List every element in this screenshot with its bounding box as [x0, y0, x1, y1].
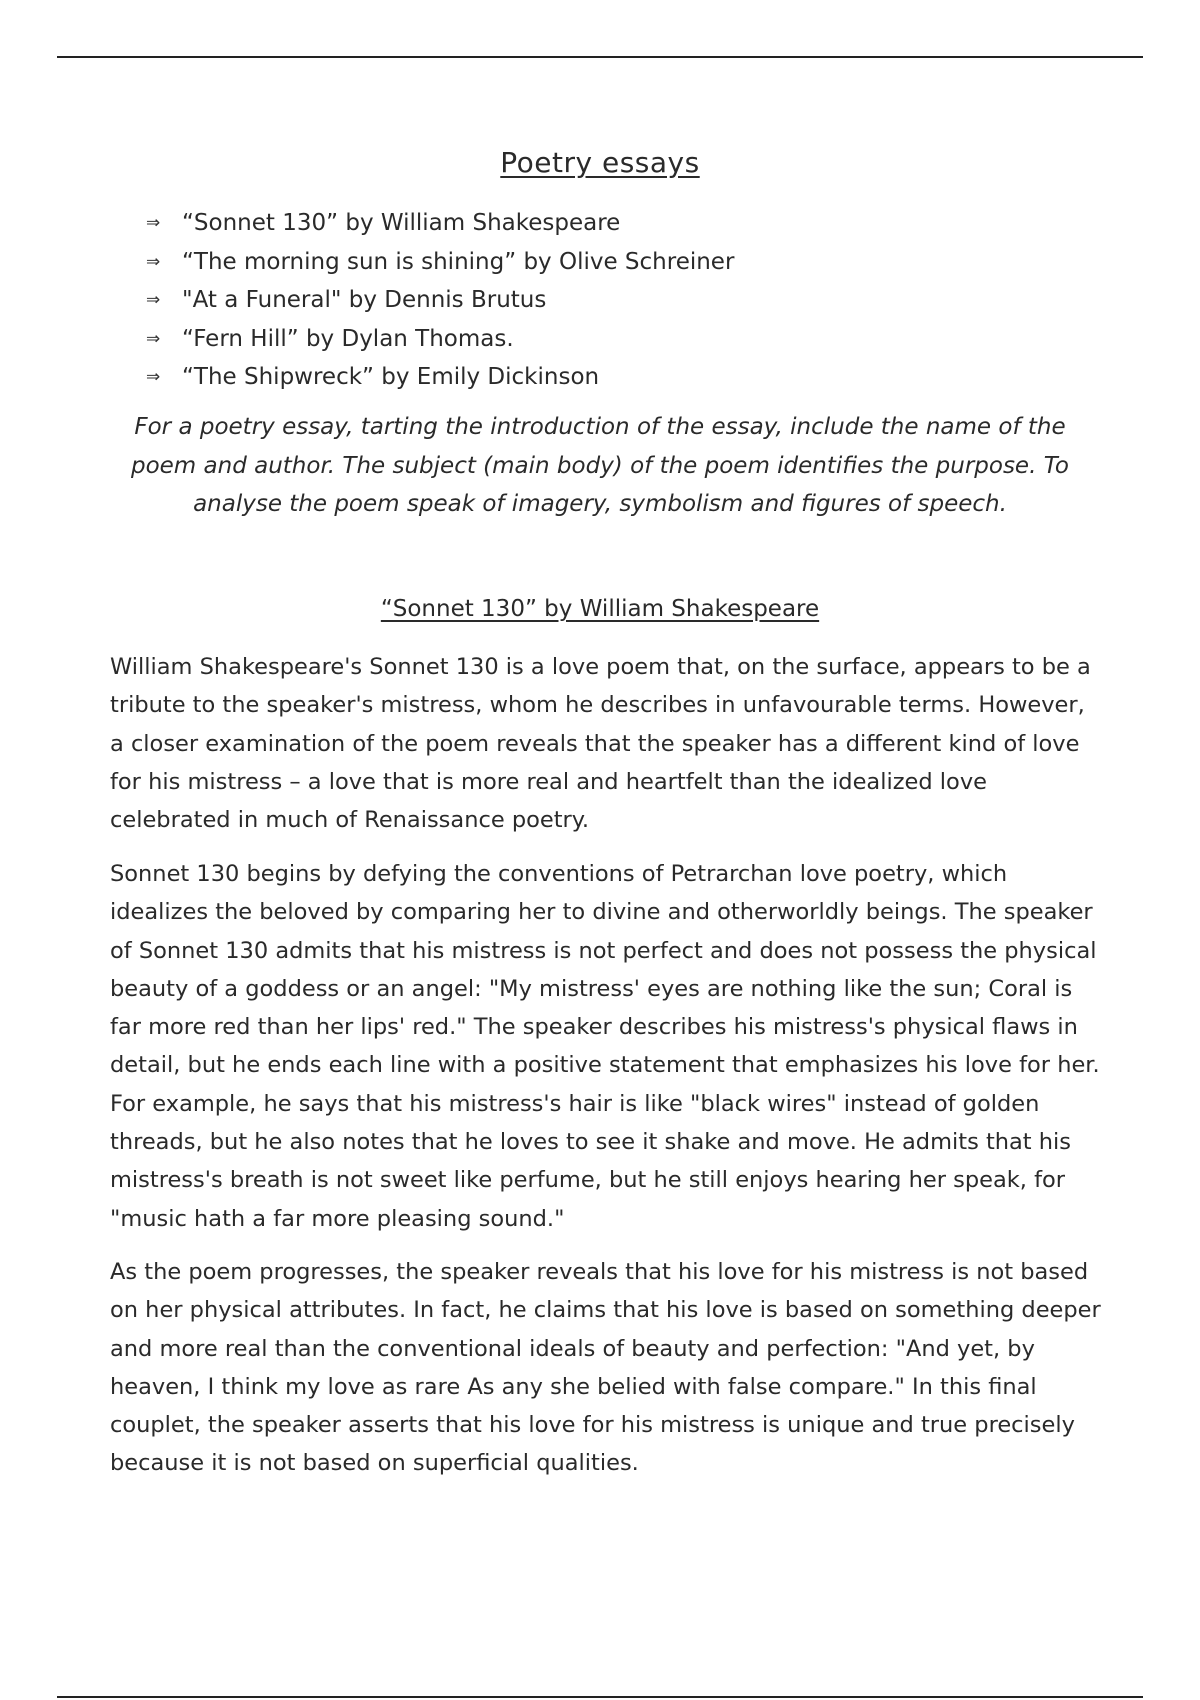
arrow-bullet-icon: ⇒ — [146, 328, 161, 349]
essay-paragraph-1 — [110, 648, 1102, 839]
bottom-divider — [57, 1696, 1143, 1698]
paragraph-text: As the poem progresses, the speaker reveals that his love for his mistress is not based on her physical attributes. In fact, he claims that his love is based on something deeper and more real than the conventional ideals of beauty and perfection: "And yet, by heaven, I think my love as rare As any she belied with false compare." In this final couplet, the speaker asserts that his love for his mistress is unique and true precisely because it is not based on superficial qualities. — [110, 1259, 1101, 1477]
arrow-bullet-icon: ⇒ — [146, 213, 161, 234]
poem-title: “The morning sun is shining” by Olive Schreiner — [182, 248, 735, 275]
poem-title: “The Shipwreck” by Emily Dickinson — [182, 364, 600, 391]
intro-note: For a poetry essay, tarting the introduction of the essay, include the name of the poem and author. The subject (main body) of the poem identifies the purpose. To analyse the poem speak of imagery, symbolism and figures of speech. — [130, 414, 1069, 517]
poem-title: "At a Funeral" by Dennis Brutus — [182, 287, 547, 314]
list-item — [146, 320, 734, 359]
paragraph-text: William Shakespeare's Sonnet 130 is a love poem that, on the surface, appears to be a tribute to the speaker's mistress, whom he describes in unfavourable terms. However, a closer examination of the poem reveals that the speaker has a different kind of love for his mistress – a love that is more real and heartfelt than the idealized love celebrated in much of Renaissance poetry. — [110, 654, 1091, 834]
poem-list — [146, 204, 734, 397]
arrow-bullet-icon: ⇒ — [146, 251, 161, 272]
list-item — [146, 281, 734, 320]
list-item — [146, 243, 734, 282]
essay-paragraph-2 — [110, 855, 1102, 1238]
top-divider — [57, 56, 1143, 58]
arrow-bullet-icon: ⇒ — [146, 290, 161, 311]
list-item — [146, 358, 734, 397]
list-item — [146, 204, 734, 243]
essay-paragraph-3 — [110, 1253, 1102, 1483]
poem-title: “Fern Hill” by Dylan Thomas. — [182, 325, 514, 352]
poem-title: “Sonnet 130” by William Shakespeare — [182, 210, 621, 237]
section-heading: “Sonnet 130” by William Shakespeare — [380, 596, 820, 622]
page-title: Poetry essays — [500, 146, 700, 179]
arrow-bullet-icon: ⇒ — [146, 367, 161, 388]
paragraph-text: Sonnet 130 begins by defying the conventions of Petrarchan love poetry, which idealizes the beloved by comparing her to divine and otherworldly beings. The speaker of Sonnet 130 admits that his mistress is not perfect and does not possess the physical beauty of a goddess or an angel: "My mistress' eyes are nothing like the sun; Coral is far more red than her lips' red." The speaker describes his mistress's physical flaws in detail, but he ends each line with a positive statement that emphasizes his love for her. For example, he says that his mistress's hair is like "black wires" instead of golden threads, but he also notes that he loves to see it shake and move. He admits that his mistress's breath is not sweet like perfume, but he still enjoys hearing her speak, for "music hath a far more pleasing sound." — [110, 861, 1100, 1232]
